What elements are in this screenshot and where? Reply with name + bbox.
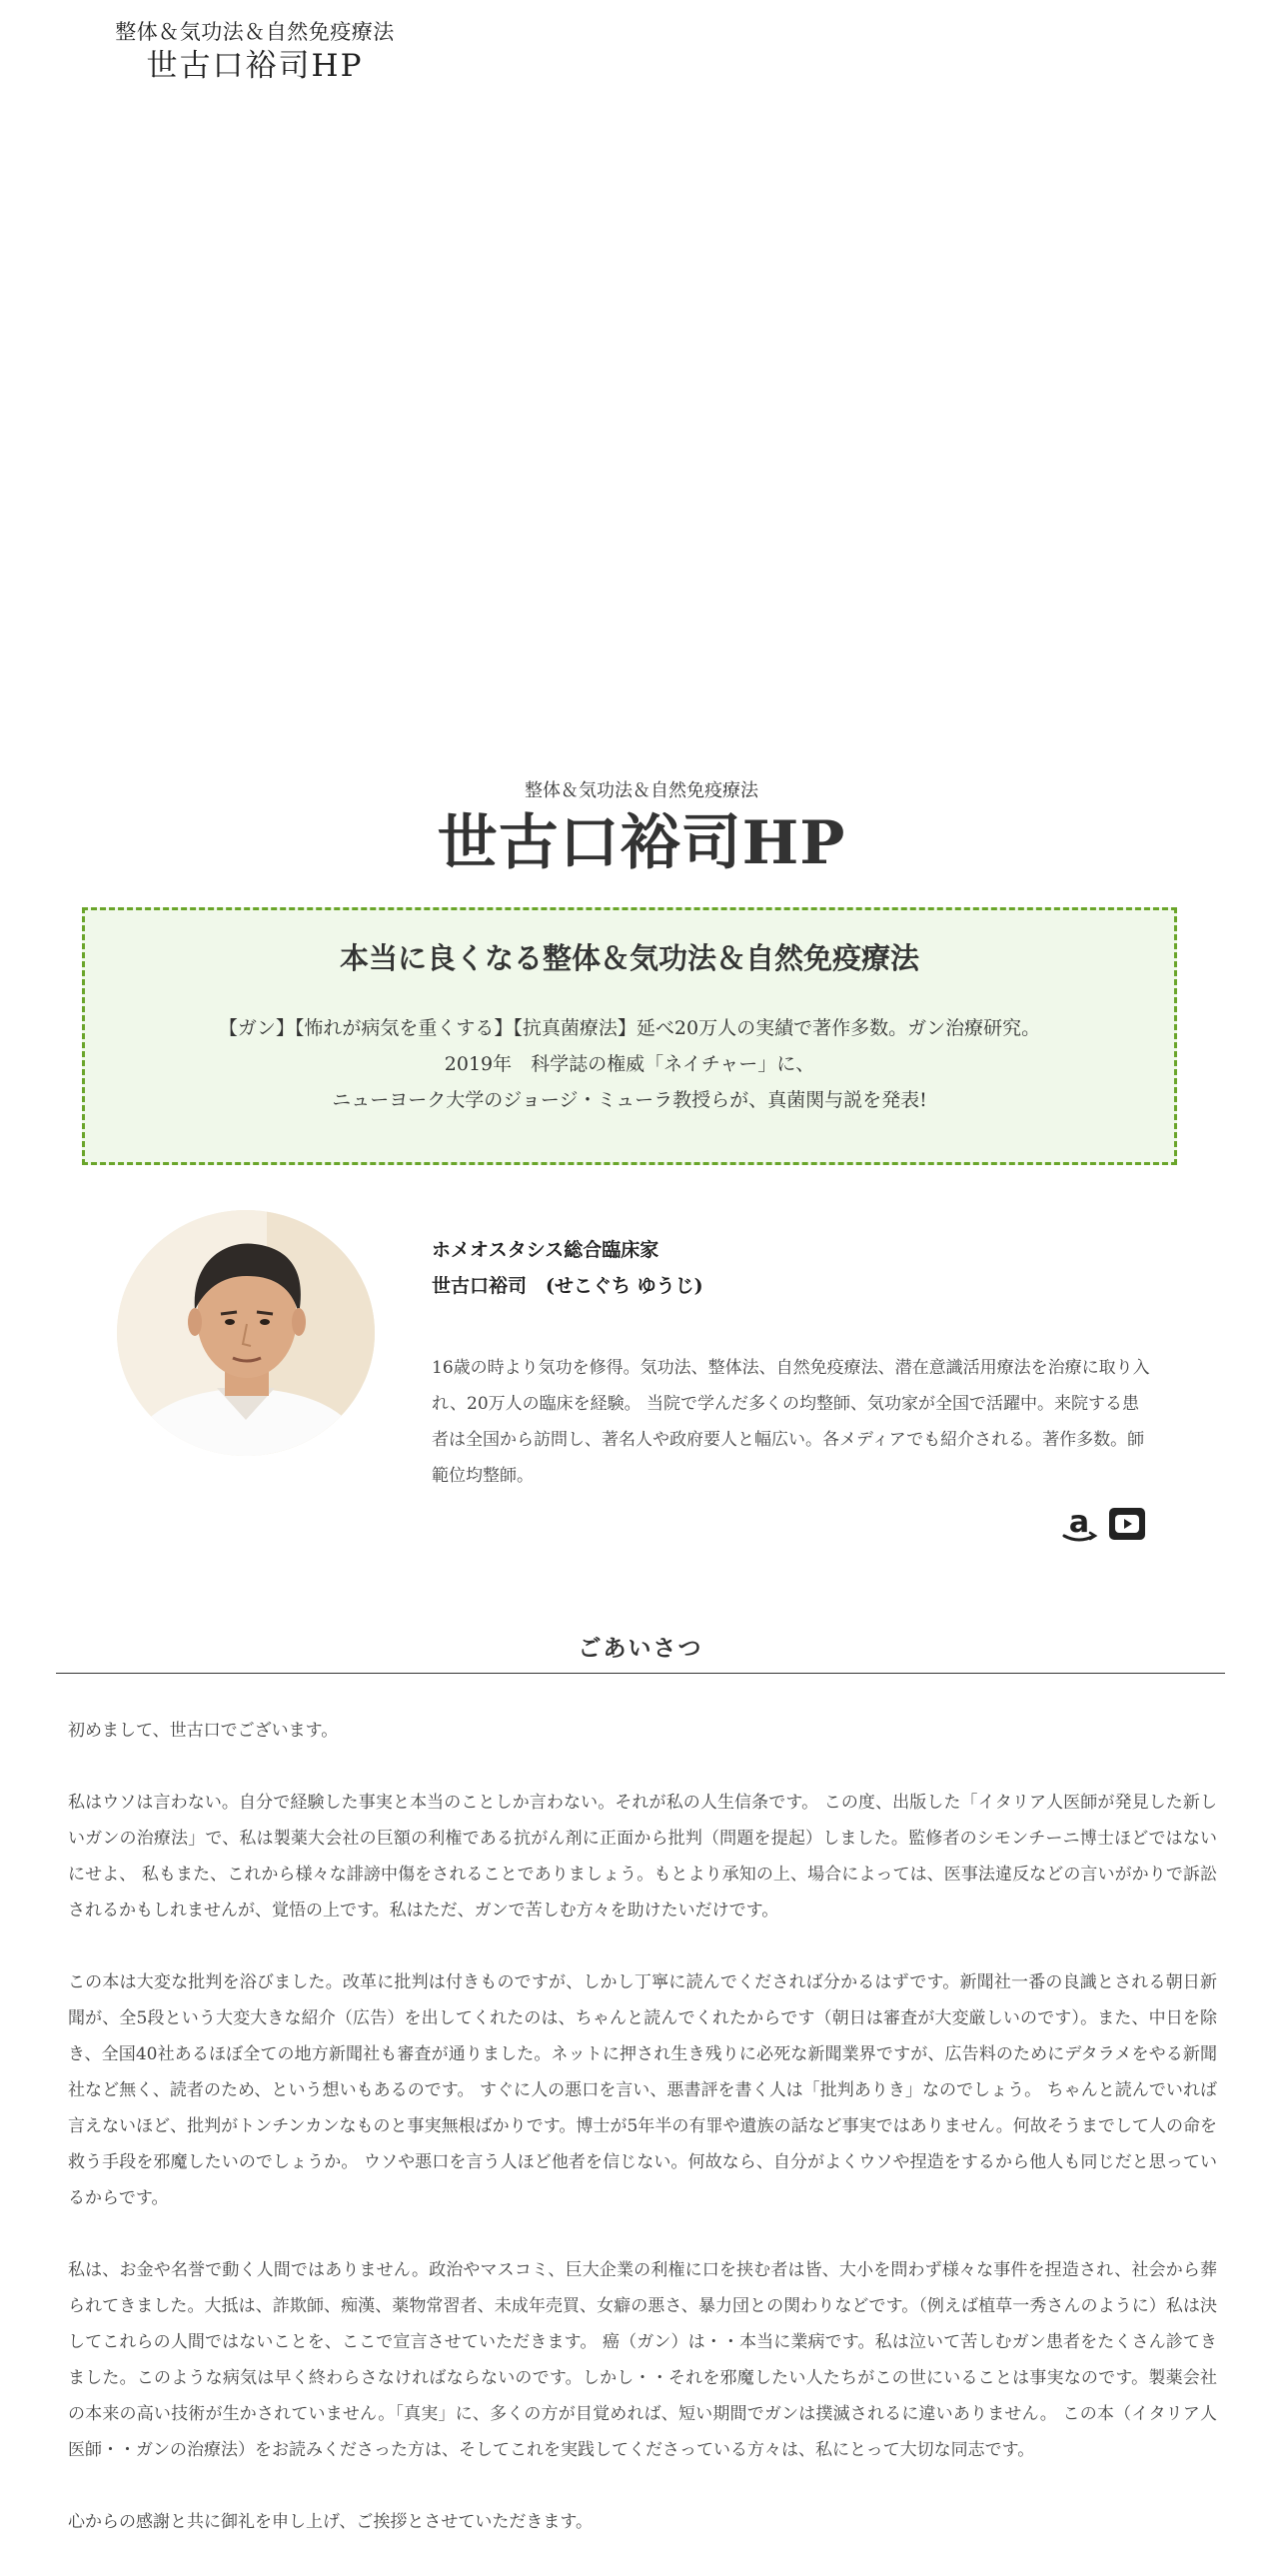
site-header <box>0 0 1283 90</box>
avatar-portrait <box>117 1210 375 1456</box>
profile-role: ホメオスタシス総合臨床家 <box>432 1239 659 1261</box>
greeting-paragraph-4: 私は、お金や名誉で動く人間ではありません。政治やマスコミ、巨大企業の利権に口を挟む者は皆、大小を問わず様々な事件を捏造され、社会から葬られてきました。大抵は、詐欺師、痴漢、薬物常習者、未成年売買、女癖の悪さ、暴力団との関わりなどです。（例えば植草一秀さんのように）私は決してこれらの人間ではないことを、ここで宣言させていただきます。 癌（ガン）は・・本当に業病です。私は泣いて苦しむガン患者をたくさん診てきました。このような病気は早く終わらさなければならないのです。しかし・・それを邪魔したい人たちがこの世にいることは事実なのです。製薬会社の本来の高い技術が生かされていません。「真実」に、多くの方が目覚めれば、短い期間でガンは撲滅されるに違いありません。 この本（イタリア人医師・・ガンの治療法）をお読みくださった方は、そしてこれを実践してくださっている方々は、私にとって大切な同志です。 <box>68 2260 1217 2460</box>
intro-line-1: 【ガン】【怖れが病気を重くする】【抗真菌療法】延べ20万人の実績で著作多数。ガン治療研究。 <box>218 1017 1041 1039</box>
profile-text <box>432 1232 1151 1494</box>
amazon-icon <box>1057 1502 1101 1546</box>
main-subtitle: 整体＆気功法＆自然免疫療法 <box>525 780 758 801</box>
logo-title: 世古口裕司HP <box>146 48 364 84</box>
profile-name: 世古口裕司 (せこぐち ゆうじ) <box>432 1275 703 1297</box>
intro-lines <box>85 1010 1174 1118</box>
greeting-paragraph-5: 心からの感謝と共に御礼を申し上げ、ご挨拶とさせていただきます。 <box>68 2512 593 2532</box>
youtube-icon <box>1105 1502 1149 1546</box>
profile-section <box>0 1204 1283 1554</box>
greeting-paragraph-2: 私はウソは言わない。自分で経験した事実と本当のことしか言わない。それが私の人生信条です。 この度、出版した「イタリア人医師が発見した新しいガンの治療法」で、私は製薬大会社の巨額の利権である抗がん剤に正面から批判（問題を提起）しました。監修者のシモンチーニ博士ほどではないにせよ、 私もまた、これから様々な誹謗中傷をされることでありましょう。もとより承知の上、場合によっては、医事法違反などの言いがかりで訴訟されるかもしれませんが、覚悟の上です。私はただ、ガンで苦しむ方々を助けたいだけです。 <box>68 1793 1217 1921</box>
youtube-link[interactable] <box>1105 1502 1149 1546</box>
amazon-link[interactable] <box>1057 1502 1101 1546</box>
page-title: 世古口裕司HP <box>437 808 846 878</box>
greeting-title: ごあいさつ <box>578 1635 703 1662</box>
greeting-body <box>68 1713 1217 2576</box>
logo-subtitle: 整体＆気功法＆自然免疫療法 <box>115 20 395 44</box>
main-title-block <box>0 777 1283 881</box>
avatar <box>117 1210 375 1456</box>
intro-heading: 本当に良くなる整体＆気功法＆自然免疫療法 <box>339 941 919 975</box>
greeting-paragraph-1: 初めまして、世古口でございます。 <box>68 1721 339 1741</box>
profile-bio: 16歳の時より気功を修得。気功法、整体法、自然免疫療法、潜在意識活用療法を治療に取り入れ、20万人の臨床を経験。 当院で学んだ多くの均整師、気功家が全国で活躍中。来院する患者は全国から訪問し、著名人や政府要人と幅広い。各メディアでも紹介される。著作多数。師範位均整師。 <box>432 1358 1150 1486</box>
intro-line-2: 2019年 科学誌の権威「ネイチャー」に、 <box>444 1053 815 1075</box>
intro-line-3: ニューヨーク大学のジョージ・ミューラ教授らが、真菌関与説を発表! <box>332 1089 927 1111</box>
greeting-paragraph-3: この本は大変な批判を浴びました。改革に批判は付きものですが、しかし丁寧に読んでくだされば分かるはずです。新聞社一番の良識とされる朝日新聞が、全5段という大変大きな紹介（広告）を出してくれたのは、ちゃんと読んでくれたからです（朝日は審査が大変厳しいのです）。また、中日を除き、全国40社あるほぼ全ての地方新聞社も審査が通りました。ネットに押され生き残りに必死な新聞業界ですが、広告料のためにデタラメをやる新聞社など無く、読者のため、という想いもあるのです。 すぐに人の悪口を言い、悪書評を書く人は「批判ありき」なのでしょう。 ちゃんと読んでいれば言えないほど、批判がトンチンカンなものと事実無根ばかりです。博士が5年半の有罪や遺族の話など事実ではありません。何故そうまでして人の命を救う手段を邪魔したいのでしょうか。 ウソや悪口を言う人ほど他者を信じない。何故なら、自分がよくウソや捏造をするから他人も同じだと思っているからです。 <box>68 1972 1217 2208</box>
site-logo-link[interactable] <box>110 18 400 86</box>
greeting-header <box>56 1629 1225 1674</box>
intro-box <box>82 907 1177 1165</box>
svg-text:a: a <box>1068 1505 1090 1540</box>
hero-blank-area <box>0 90 1283 769</box>
